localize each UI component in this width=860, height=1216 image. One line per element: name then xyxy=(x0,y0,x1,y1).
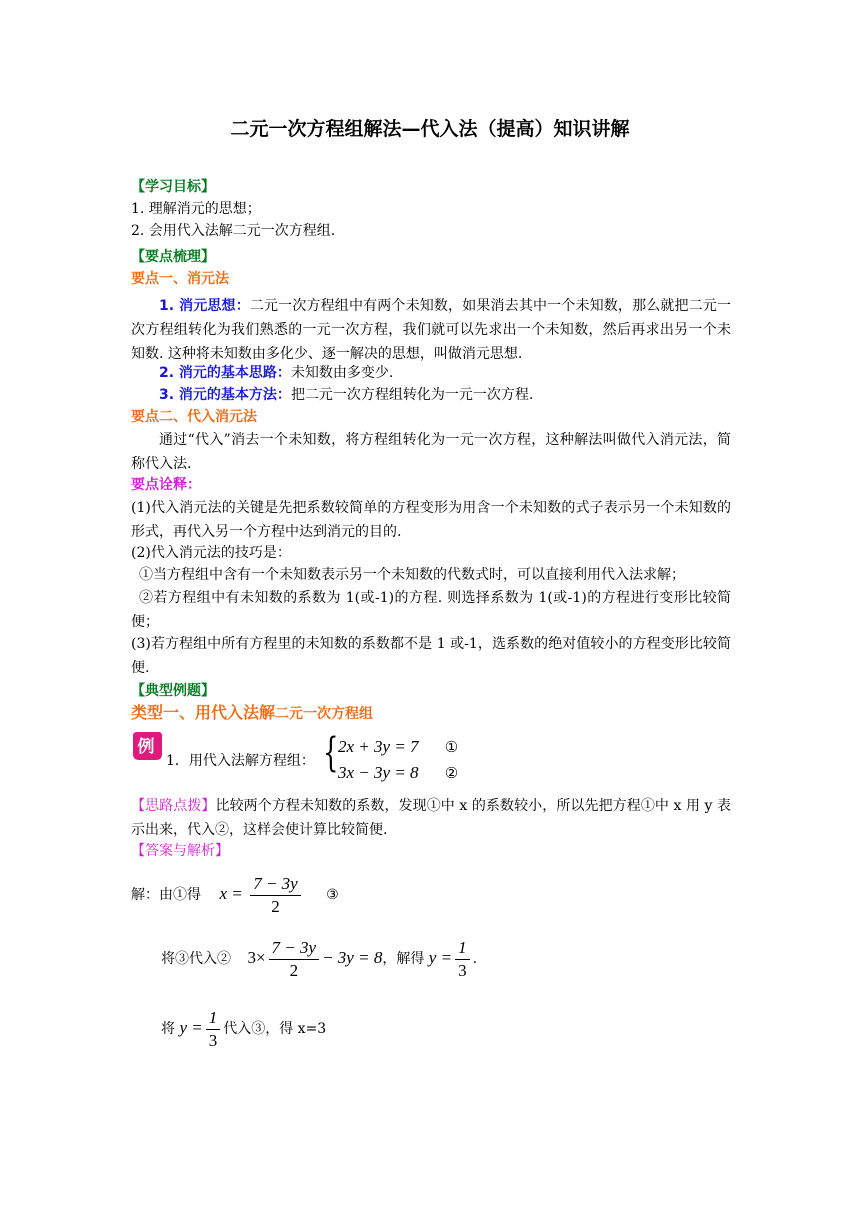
point1-item2 xyxy=(131,362,759,384)
equation-1-mark: ① xyxy=(444,740,459,756)
point1-item3-label: 3. 消元的基本方法： xyxy=(159,387,291,403)
step1-mark: ③ xyxy=(326,887,339,903)
step2-result-numerator: 1 xyxy=(455,938,470,960)
objective-item-2: 2. 会用代入法解二元一次方程组. xyxy=(131,223,336,239)
step2-result-fraction xyxy=(455,938,470,981)
step3-suffix: 代入③，得 x=3 xyxy=(223,1021,327,1037)
point1-heading: 要点一、消元法 xyxy=(131,271,229,287)
point1-item1 xyxy=(131,294,731,366)
note-1: (1)代入消元法的关键是先把系数较简单的方程变形为用含一个未知数的式子表示另一个未知数的形式，再代入另一个方程中达到消元的目的. xyxy=(131,500,731,540)
point1-item3 xyxy=(131,384,759,406)
step2-prefix: 将③代入② xyxy=(161,951,231,967)
equation-2-text: 3x − 3y = 8 xyxy=(338,763,419,782)
examples-heading: 【典型例题】 xyxy=(131,683,215,699)
step2-end: . xyxy=(472,951,478,967)
step3-denominator: 3 xyxy=(208,1030,218,1050)
step2-mid: ，解得 xyxy=(382,951,425,967)
example1-problem: 1．用代入法解方程组： xyxy=(166,753,315,769)
example-badge-label: 例 xyxy=(137,737,155,757)
step2-result-denominator: 3 xyxy=(458,960,467,980)
step1-denominator: 2 xyxy=(271,896,280,916)
point1-item2-label: 2. 消元的基本思路： xyxy=(159,365,291,381)
step2-lhs: y = xyxy=(428,948,453,967)
objectives-heading: 【学习目标】 xyxy=(131,179,215,195)
step1-fraction xyxy=(250,874,301,917)
step3-prefix: 将 xyxy=(161,1021,175,1037)
type1-heading xyxy=(131,702,731,725)
hint xyxy=(131,794,731,842)
page-title: 二元一次方程组解法—代入法（提高）知识讲解 xyxy=(230,118,630,140)
step2-coef: 3× xyxy=(247,948,266,967)
point1-item3-text: 把二元一次方程组转化为一元一次方程. xyxy=(290,387,534,403)
answer-heading: 【答案与解析】 xyxy=(131,843,229,859)
step1-numerator: 7 − 3y xyxy=(250,874,301,896)
objective-item-1: 1. 理解消元的思想； xyxy=(131,201,261,217)
point1-item1-label: 1. 消元思想： xyxy=(159,298,250,314)
solution-step-3 xyxy=(161,1004,761,1053)
equation-1 xyxy=(338,734,860,761)
type1-heading-rest: 二元一次方程组 xyxy=(275,706,374,722)
step1-prefix: 解：由①得 xyxy=(131,887,201,903)
point2-text: 通过“代入”消去一个未知数，将方程组转化为一元一次方程，这种解法叫做代入消元法，简称代入法. xyxy=(131,432,731,472)
step2-denominator: 2 xyxy=(289,960,299,980)
note-2a: ①当方程组中含有一个未知数表示另一个未知数的代数式时，可以直接利用代入法求解； xyxy=(139,567,685,583)
type1-heading-bold: 类型一、用代入法解 xyxy=(131,703,276,722)
note-2: (2)代入消元法的技巧是： xyxy=(131,545,291,561)
point1-item2-text: 未知数由多变少. xyxy=(290,365,394,381)
step2-rest: − 3y = 8 xyxy=(322,948,383,967)
key-points-heading: 【要点梳理】 xyxy=(131,249,215,265)
equation-2 xyxy=(338,760,860,787)
equation-brace-icon: { xyxy=(323,730,339,776)
hint-label: 【思路点拨】 xyxy=(131,798,216,814)
solution-step-2 xyxy=(161,934,761,983)
step1-lhs: x = xyxy=(219,884,243,903)
step3-numerator: 1 xyxy=(206,1008,221,1030)
hint-text: 比较两个方程未知数的系数，发现①中 x 的系数较小，所以先把方程①中 x 用 y 表示出来，代入②，这样会使计算比较简便. xyxy=(131,798,732,838)
note-2b: ②若方程组中有未知数的系数为 1(或-1)的方程. 则选择系数为 1(或-1)的方程进行变形比较简便； xyxy=(131,590,731,630)
equation-2-mark: ② xyxy=(444,766,459,782)
notes-heading: 要点诠释： xyxy=(131,477,201,493)
step3-lhs: y = xyxy=(179,1018,203,1037)
point2-heading: 要点二、代入消元法 xyxy=(131,409,257,425)
step2-numerator: 7 − 3y xyxy=(269,938,320,960)
example-badge-icon xyxy=(131,730,163,762)
note-3: (3)若方程组中所有方程里的未知数的系数都不是 1 或-1，选系数的绝对值较小的方程变形比较简便. xyxy=(131,636,731,676)
point1-item1-text: 二元一次方程组中有两个未知数，如果消去其中一个未知数，那么就把二元一次方程组转化为我们熟悉的一元一次方程，我们就可以先求出一个未知数，然后再求出另一个未知数. 这种将未知数由多化少、逐一解决的思想，叫做消元思想. xyxy=(131,298,732,362)
solution-step-1 xyxy=(131,870,731,919)
equation-1-text: 2x + 3y = 7 xyxy=(338,737,419,756)
step3-fraction xyxy=(206,1008,221,1051)
step2-fraction xyxy=(269,938,320,981)
